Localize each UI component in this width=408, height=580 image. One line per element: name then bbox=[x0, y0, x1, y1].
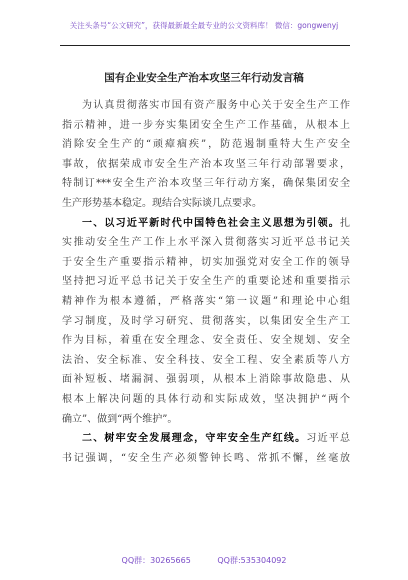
header-divider bbox=[60, 45, 350, 46]
document-title: 国有企业安全生产治本攻坚三年行动发言稿 bbox=[104, 72, 304, 84]
page-footer bbox=[0, 555, 408, 566]
footer-qq-group-2: QQ群:535304092 bbox=[217, 556, 287, 565]
intro-line: 消除安全生产的“顽瘴痼疾”，防范遏制重特大生产安全 bbox=[62, 139, 350, 151]
section-1-line: 坚持把习近平总书记关于安全生产的重要论述和重要指示 bbox=[62, 276, 350, 288]
section-2-first-line bbox=[62, 429, 350, 449]
section-1-line: 法治、安全标准、安全科技、安全工程、安全素质等八方 bbox=[62, 354, 350, 366]
intro-line: 特制订***安全生产治本攻坚三年行动方案，确保集团安全 bbox=[62, 178, 350, 190]
section-1-line: 于安全生产重要指示精神，切实加强党对安全工作的领导 bbox=[62, 256, 350, 268]
section-1-line: 作为目标，着重在安全理念、安全责任、安全规划、安全 bbox=[62, 335, 350, 347]
section-2-line: 书记强调，“安全生产必须警钟长鸣、常抓不懈，丝毫放 bbox=[62, 452, 350, 464]
section-2-heading: 二、树牢安全发展理念，守牢安全生产红线。 bbox=[82, 433, 307, 445]
intro-line: 指示精神，进一步夯实集团安全生产工作基础，从根本上 bbox=[62, 119, 350, 131]
intro-line: 事故，依据荣成市安全生产治本攻坚三年行动部署要求， bbox=[62, 158, 350, 170]
section-1-line: 实推动安全生产工作上水平深入贯彻落实习近平总书记关 bbox=[62, 237, 350, 249]
section-2-first-tail: 习近平总 bbox=[306, 433, 351, 445]
section-1-line: 面补短板、堵漏洞、强弱项，从根本上消除事故隐患、从 bbox=[62, 374, 350, 386]
section-1-line: 精神作为根本遵循，严格落实“第一议题”和理论中心组 bbox=[62, 295, 350, 307]
document-body bbox=[62, 96, 350, 468]
section-1-first-tail: 扎 bbox=[340, 217, 350, 229]
intro-line: 为认真贯彻落实市国有资产服务中心关于安全生产工作 bbox=[82, 100, 350, 111]
intro-line: 生产形势基本稳定。现结合实际谈几点要求。 bbox=[62, 197, 262, 209]
page-header-banner: 关注头条号“公文研究”，获得最新最全最专业的公文资料库！ 微信：gongwenyj bbox=[69, 21, 339, 30]
section-1-first-line bbox=[62, 214, 350, 234]
footer-qq-group-1: QQ群：30265665 bbox=[121, 556, 191, 565]
section-1-heading: 一、以习近平新时代中国特色社会主义思想为引领。 bbox=[82, 217, 340, 229]
section-1-line: 学习制度，及时学习研究、贯彻落实，以集团安全生产工 bbox=[62, 315, 350, 327]
section-1-line: 确立”、做到“两个维护”。 bbox=[62, 413, 178, 425]
section-1-line: 根本上解决问题的具体行动和实际成效，坚决拥护“两个 bbox=[62, 393, 350, 405]
